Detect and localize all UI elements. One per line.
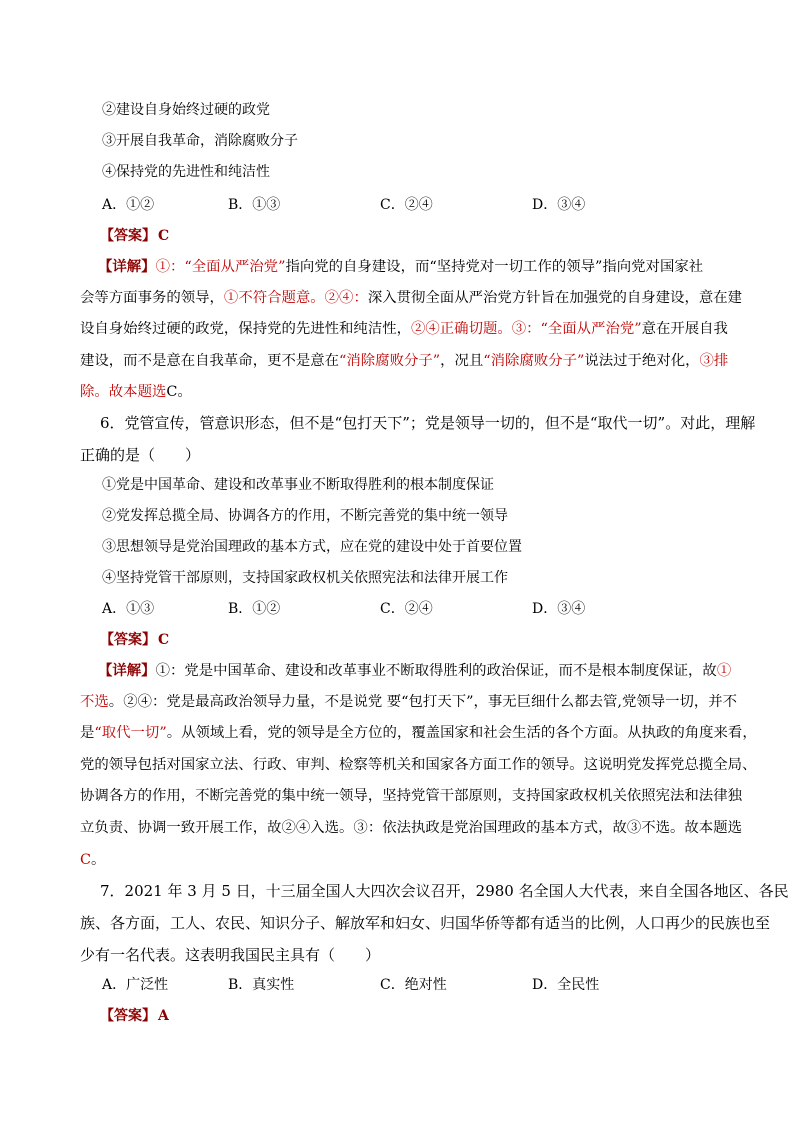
q5-answer xyxy=(100,226,169,246)
q6-choice-d: D．③④ xyxy=(532,601,586,617)
detail-tag: 【详解】 xyxy=(98,258,156,275)
q6-explanation xyxy=(80,655,757,876)
q7-choice-b: B．真实性 xyxy=(228,977,295,993)
q7-choice-c: C．绝对性 xyxy=(380,977,447,993)
answer-value: C xyxy=(158,632,170,648)
q5-explanation-line-1: 【详解】①：“全面从严治党”指向党的自身建设，而“坚持党对一切工作的领导”指向党对国家社 xyxy=(98,258,704,275)
q7-choices xyxy=(102,975,702,995)
q6-option-2: ②党发挥总揽全局、协调各方的作用，不断完善党的集中统一领导 xyxy=(102,508,508,524)
q5-option-4: ④保持党的先进性和纯洁性 xyxy=(102,164,270,180)
q5-choice-d: D．③④ xyxy=(532,197,586,213)
q6-choice-c: C．②④ xyxy=(380,601,433,617)
q5-choice-b: B．①③ xyxy=(228,197,281,213)
q6-option-3: ③思想领导是党治国理政的基本方式，应在党的建设中处于首要位置 xyxy=(102,539,522,555)
q6-choice-a: A．①③ xyxy=(102,601,155,617)
q6-stem xyxy=(80,407,756,471)
detail-tag: 【详解】 xyxy=(98,662,156,679)
q7-stem-line-3: 少有一名代表。这表明我国民主具有（ ） xyxy=(80,946,381,964)
q6-explanation-line-3: 是“取代一切”。从领域上看，党的领导是全方位的，覆盖国家和社会生活的各个方面。从执政的角度来看， xyxy=(80,725,757,742)
q7-choice-a: A．广泛性 xyxy=(102,977,169,993)
q5-option-3: ③开展自我革命，消除腐败分子 xyxy=(102,133,298,149)
q5-choices xyxy=(102,195,702,215)
q7-stem-line-2: 族、各方面，工人、农民、知识分子、解放军和妇女、归国华侨等都有适当的比例，人口再少的民族也至 xyxy=(80,914,771,932)
q6-explanation-line-7: C。 xyxy=(80,851,106,868)
q7-stem-line-1: 7．2021 年 3 月 5 日，十三届全国人大四次会议召开，2980 名全国人大代表，来自全国各地区、各民 xyxy=(100,882,789,900)
q7-stem xyxy=(80,875,789,971)
q6-stem-line-2: 正确的是（ ） xyxy=(80,446,201,464)
answer-value: C xyxy=(158,228,170,244)
q7-answer xyxy=(100,1006,169,1026)
q6-explanation-line-5: 协调各方的作用，不断完善党的集中统一领导，坚持党管干部原则，支持国家政权机关依照宪法和法律独 xyxy=(80,788,742,805)
q5-explanation-line-5: 除。故本题选C。 xyxy=(80,384,192,401)
answer-tag: 【答案】 xyxy=(100,1008,156,1024)
answer-value: A xyxy=(158,1008,169,1024)
q5-choice-a: A．①② xyxy=(102,197,155,213)
q6-option-1: ①党是中国革命、建设和改革事业不断取得胜利的根本制度保证 xyxy=(102,477,494,493)
q7-choice-d: D．全民性 xyxy=(532,977,600,993)
q6-choices xyxy=(102,599,702,619)
q6-explanation-line-2: 不选。②④：党是最高政治领导力量，不是说党 要“包打天下”，事无巨细什么都去管,党领导一切，并不 xyxy=(80,693,738,710)
answer-tag: 【答案】 xyxy=(100,632,156,648)
q6-option-4: ④坚持党管干部原则，支持国家政权机关依照宪法和法律开展工作 xyxy=(102,570,508,586)
q6-explanation-line-6: 立负责、协调一致开展工作，故②④入选。③：依法执政是党治国理政的基本方式，故③不选。故本题选 xyxy=(80,819,742,836)
q6-explanation-line-4: 党的领导包括对国家立法、行政、审判、检察等机关和国家各方面工作的领导。这说明党发挥党总揽全局、 xyxy=(80,756,757,773)
q5-explanation-line-3: 设自身始终过硬的政党，保持党的先进性和纯洁性，②④正确切题。③：“全面从严治党”意在开展自我 xyxy=(80,321,728,338)
q5-explanation-line-2: 会等方面事务的领导，①不符合题意。②④：深入贯彻全面从严治党方针旨在加强党的自身建设，意在建 xyxy=(80,289,743,306)
q5-option-2: ②建设自身始终过硬的政党 xyxy=(102,102,270,118)
q5-choice-c: C．②④ xyxy=(380,197,433,213)
q6-stem-line-1: 6．党管宣传，管意识形态，但不是“包打天下”；党是领导一切的，但不是“取代一切”。对此，理解 xyxy=(100,414,756,432)
answer-tag: 【答案】 xyxy=(100,228,156,244)
q6-answer xyxy=(100,630,169,650)
q6-choice-b: B．①② xyxy=(228,601,281,617)
q5-explanation-line-4: 建设，而不是意在自我革命，更不是意在“消除腐败分子”，况且“消除腐败分子”说法过于绝对化，③排 xyxy=(80,352,729,369)
q5-explanation xyxy=(80,251,743,409)
q6-explanation-line-1: 【详解】①：党是中国革命、建设和改革事业不断取得胜利的政治保证，而不是根本制度保证，故① xyxy=(98,662,732,679)
